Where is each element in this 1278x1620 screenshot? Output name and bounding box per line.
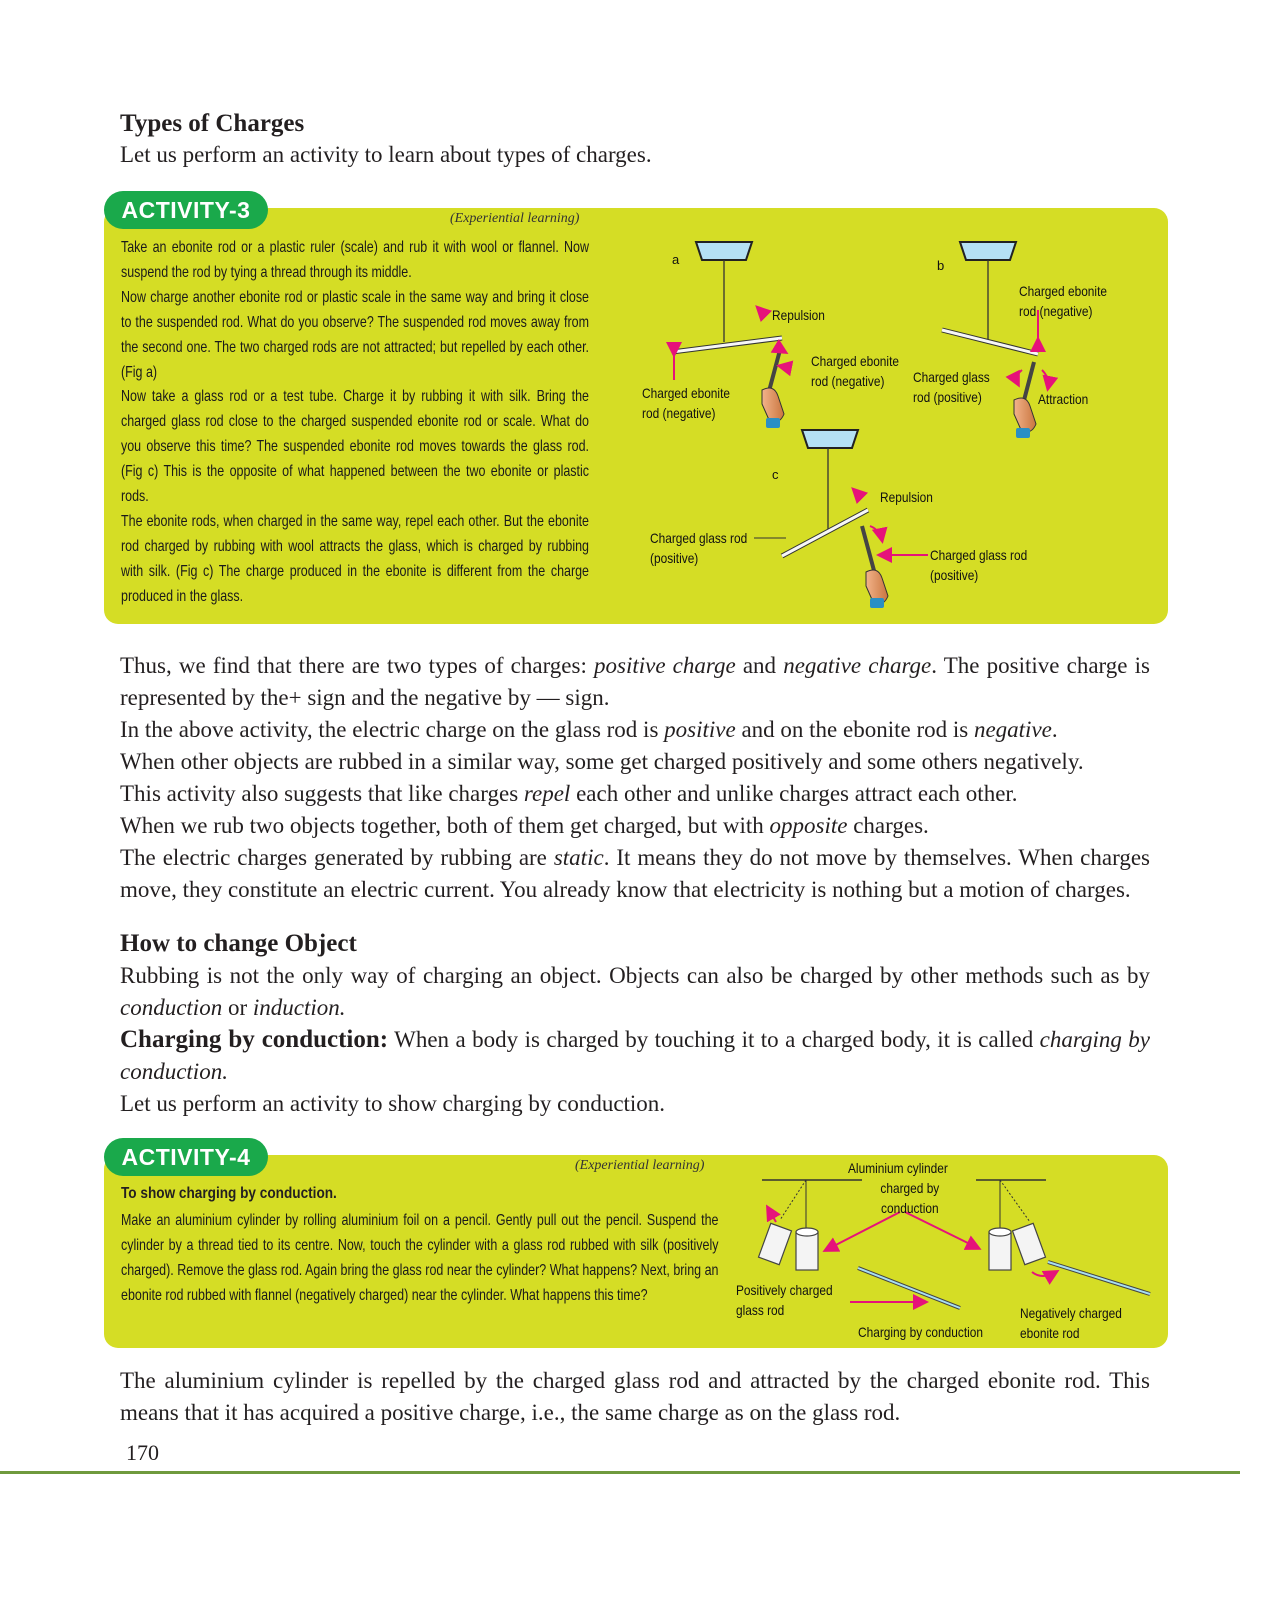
- paragraph: [120, 778, 1150, 810]
- term-conduction: conduction: [120, 995, 223, 1020]
- label-line: rod (negative): [811, 373, 885, 389]
- paragraph: [120, 714, 1150, 746]
- label-aluminium-cylinder: [848, 1158, 948, 1218]
- activity-4-badge: ACTIVITY-4: [104, 1138, 268, 1176]
- paragraph: When other objects are rubbed in a similar way, some get charged positively and some others negatively.: [120, 749, 1084, 774]
- label-positively-charged-glass: [736, 1280, 833, 1320]
- label-line: ebonite rod: [1020, 1325, 1080, 1341]
- section-title-how-to-change: How to change Object: [120, 930, 357, 957]
- term-opposite: opposite: [769, 813, 848, 838]
- term-positive-charge: positive charge: [594, 653, 736, 678]
- label-suspended-b: [1019, 281, 1107, 321]
- paragraph: [120, 810, 1150, 842]
- activity-3-text: [121, 236, 589, 610]
- label-line: Charged glass rod: [930, 547, 1028, 563]
- paragraph: [120, 960, 1150, 1024]
- text: and: [735, 653, 784, 678]
- label-line: charged by: [880, 1180, 940, 1196]
- section-title-types-of-charges: Types of Charges: [120, 110, 305, 137]
- label-hand-rod-c: [930, 545, 1027, 585]
- activity-3-paragraph: Now take a glass rod or a test tube. Charge it by rubbing it with silk. Bring the charged glass rod close to the charged suspended ebonite rod or scale. What do you observe this time? The suspended ebonite rod moves towards the glass rod. (Fig c) This is the opposite of what happened between the two ebonite or plastic rods.: [121, 388, 589, 506]
- text: Rubbing is not the only way of charging an object. Objects can also be charged by other methods such as by: [120, 963, 1150, 988]
- paragraph: [120, 1024, 1150, 1088]
- label-suspended-a: [642, 383, 730, 423]
- page-number: 170: [126, 1440, 159, 1465]
- text: each other and unlike charges attract each other.: [570, 781, 1018, 806]
- label-line: rod (negative): [642, 405, 716, 421]
- ceiling-stand-c: [802, 430, 858, 448]
- text: charges.: [847, 813, 929, 838]
- term-negative-charge: negative charge: [783, 653, 932, 678]
- label-line: Aluminium cylinder: [848, 1160, 948, 1176]
- activity-3-paragraph: The ebonite rods, when charged in the same way, repel each other. But the ebonite rod charged by rubbing with wool attracts the glass, which is charged by rubbing with silk. (Fig c) The charge produced in the ebonite is different from the charge produced in the glass.: [121, 512, 589, 605]
- paragraph: Let us perform an activity to show charging by conduction.: [120, 1091, 666, 1116]
- label-line: (positive): [930, 567, 979, 583]
- label-repulsion-a: Repulsion: [772, 307, 825, 323]
- footer-rule: [0, 1471, 1240, 1474]
- figure-label-a: a: [672, 252, 680, 267]
- text: . It means they do not move by themselves. When charges move, they constitute an electric current. You already know that electricity is nothing but a motion of charges.: [120, 845, 1151, 902]
- label-line: Positively charged: [736, 1282, 833, 1298]
- text: The electric charges generated by rubbing are: [120, 845, 554, 870]
- label-line: (positive): [650, 550, 699, 566]
- figure-c: [754, 430, 928, 608]
- activity-3-badge: ACTIVITY-3: [104, 191, 268, 229]
- label-line: Negatively charged: [1020, 1305, 1122, 1321]
- attraction-arrow-b: [1042, 370, 1048, 388]
- figure-label-c: c: [772, 467, 779, 482]
- text: and on the ebonite rod is: [735, 717, 974, 742]
- body-text-1: [120, 650, 1150, 906]
- attract-arrow: [1032, 1272, 1056, 1276]
- ceiling-stand-b: [960, 242, 1016, 260]
- label-line: Charged ebonite: [811, 353, 900, 369]
- text: or: [222, 995, 253, 1020]
- text: .: [1051, 717, 1058, 742]
- ceiling-stand-a: [696, 242, 752, 260]
- activity-3-tag: (Experiential learning): [450, 211, 580, 226]
- paragraph: [120, 842, 1150, 906]
- activity-3-paragraph: Take an ebonite rod or a plastic ruler (scale) and rub it with wool or flannel. Now suspend the rod by tying a thread through its middle.: [121, 239, 589, 281]
- term-charging-by-conduction: Charging by conduction:: [120, 1026, 389, 1053]
- repulsion-arrow-a: [758, 308, 766, 316]
- activity-3-paragraph: Now charge another ebonite rod or plastic scale in the same way and bring it close to the suspended rod. What do you observe? The suspended rod moves away from the second one. The two charged rods are not attracted; but repelled by each other. (Fig a): [121, 288, 589, 381]
- label-line: rod (positive): [913, 389, 982, 405]
- repulsion-arrow-c: [854, 490, 862, 498]
- conclusion-paragraph: The aluminium cylinder is repelled by the charged glass rod and attracted by the charged ebonite rod. This means that it has acquired a positive charge, i.e., the same charge as on the glass rod.: [120, 1368, 1150, 1425]
- activity-4-text: Make an aluminium cylinder by rolling aluminium foil on a pencil. Gently pull out the pencil. Suspend the cylinder by a thread tied to its centre. Now, touch the cylinder with a glass rod rubbed with silk (positively charged). Remove the glass rod. Again bring the glass rod near the cylinder? What happens? Next, bring an ebonite rod rubbed with flannel (negatively charged) near the cylinder. What happens this time?: [121, 1212, 719, 1304]
- text: When we rub two objects together, both of them get charged, but with: [120, 813, 770, 838]
- hand-b: [1014, 398, 1036, 432]
- label-line: Charged glass rod: [650, 530, 748, 546]
- section-intro: Let us perform an activity to learn about types of charges.: [120, 142, 652, 167]
- term-induction: induction.: [252, 995, 346, 1020]
- cylinder-left: [759, 1223, 818, 1270]
- label-negatively-charged-ebonite: [1020, 1303, 1122, 1343]
- label-line: glass rod: [736, 1302, 785, 1318]
- text: This activity also suggests that like charges: [120, 781, 524, 806]
- text: In the above activity, the electric charge on the glass rod is: [120, 717, 665, 742]
- term-repel: repel: [523, 781, 571, 806]
- label-line: Charged glass: [913, 369, 990, 385]
- label-line: Charged ebonite: [642, 385, 731, 401]
- label-caption-charging-by-conduction: Charging by conduction: [858, 1324, 984, 1340]
- body-text-2: [120, 960, 1150, 1120]
- label-line: rod (negative): [1019, 303, 1093, 319]
- activity-4-tag: (Experiential learning): [575, 1158, 705, 1173]
- label-line: conduction: [881, 1200, 939, 1216]
- label-repulsion-c: Repulsion: [880, 489, 933, 505]
- label-attraction-b: Attraction: [1038, 391, 1089, 407]
- activity-4-subtitle: To show charging by conduction.: [121, 1185, 337, 1202]
- term-positive: positive: [664, 717, 736, 742]
- label-glass-b: [913, 367, 990, 407]
- cylinder-right: [989, 1223, 1045, 1270]
- figure-b: [942, 242, 1048, 438]
- text: . The positive charge is represented by the+ sign and the negative by — sign.: [120, 653, 1150, 710]
- repel-arrow: [768, 1208, 776, 1222]
- term-negative: negative: [973, 717, 1052, 742]
- term-static: static: [553, 845, 604, 870]
- text: When a body is charged by touching it to a charged body, it is called: [388, 1027, 1040, 1052]
- hand-a: [762, 388, 784, 422]
- label-suspended-c: [650, 528, 747, 568]
- label-line: Charged ebonite: [1019, 283, 1108, 299]
- term-italic: charging by conduction.: [120, 1027, 1151, 1084]
- paragraph: [120, 650, 1150, 714]
- label-hand-rod-a: [811, 351, 899, 391]
- figure-label-b: b: [937, 258, 945, 273]
- text: Thus, we find that there are two types of charges:: [120, 653, 594, 678]
